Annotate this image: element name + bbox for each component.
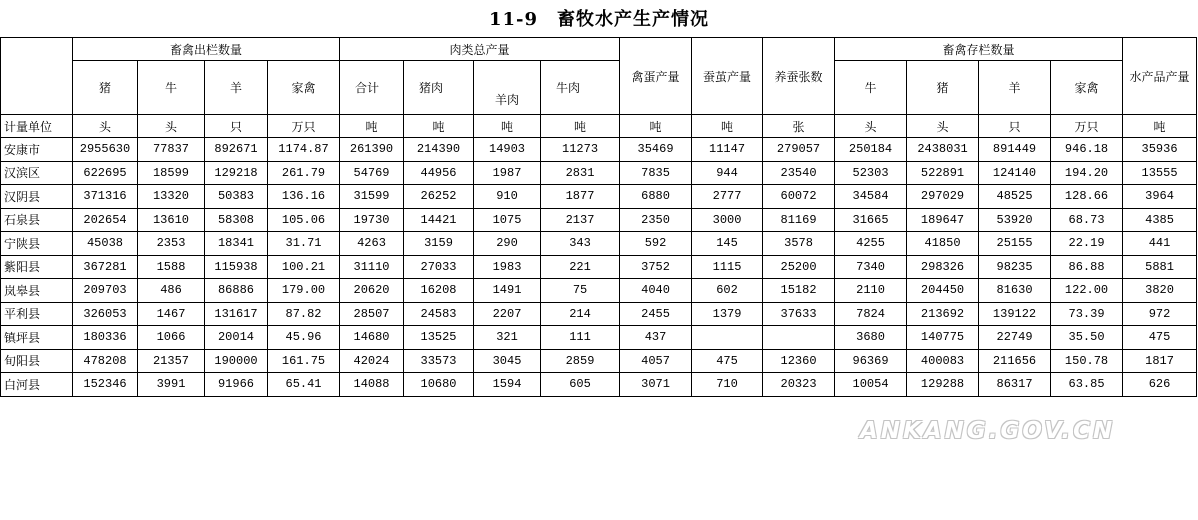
- unit-cell: 吨: [340, 115, 404, 138]
- data-cell: 50383: [205, 185, 268, 209]
- unit-cell: 只: [979, 115, 1051, 138]
- data-cell: 4255: [835, 232, 907, 256]
- table-row: [1, 208, 1197, 232]
- data-cell: 261.79: [268, 161, 340, 185]
- data-cell: 2777: [692, 185, 763, 209]
- unit-cell: 吨: [474, 115, 541, 138]
- unit-cell: 吨: [1123, 115, 1197, 138]
- data-cell: 25155: [979, 232, 1051, 256]
- data-cell: 298326: [907, 255, 979, 279]
- data-cell: 2350: [620, 208, 692, 232]
- table-row: [1, 232, 1197, 256]
- subheader-meat-total: 合计: [340, 61, 404, 115]
- subheader-pig: 猪: [73, 61, 138, 115]
- header-silkworm: 养蚕张数: [763, 38, 835, 115]
- unit-cell: 头: [138, 115, 205, 138]
- unit-cell: 头: [907, 115, 979, 138]
- data-cell: 1594: [474, 373, 541, 397]
- data-cell: 3964: [1123, 185, 1197, 209]
- data-cell: 18599: [138, 161, 205, 185]
- data-cell: 892671: [205, 138, 268, 162]
- group-header-outflow: 畜禽出栏数量: [73, 38, 340, 61]
- data-cell: 63.85: [1051, 373, 1123, 397]
- data-cell: 3752: [620, 255, 692, 279]
- data-cell: 1987: [474, 161, 541, 185]
- data-cell: [763, 326, 835, 350]
- data-cell: 98235: [979, 255, 1051, 279]
- data-cell: 4040: [620, 279, 692, 303]
- data-cell: 290: [474, 232, 541, 256]
- data-cell: 486: [138, 279, 205, 303]
- data-cell: 3000: [692, 208, 763, 232]
- data-cell: 1467: [138, 302, 205, 326]
- data-cell: 2831: [541, 161, 620, 185]
- data-cell: 44956: [404, 161, 474, 185]
- data-cell: 45038: [73, 232, 138, 256]
- data-cell: 321: [474, 326, 541, 350]
- subheader-cattle: 牛: [138, 61, 205, 115]
- table-row: [1, 326, 1197, 350]
- data-cell: 522891: [907, 161, 979, 185]
- data-cell: 1075: [474, 208, 541, 232]
- header-aquatic: 水产品产量: [1123, 38, 1197, 115]
- data-cell: 261390: [340, 138, 404, 162]
- data-cell: 1115: [692, 255, 763, 279]
- data-cell: 52303: [835, 161, 907, 185]
- region-name: 汉阴县: [1, 185, 73, 209]
- data-cell: 7824: [835, 302, 907, 326]
- data-cell: 24583: [404, 302, 474, 326]
- data-cell: 41850: [907, 232, 979, 256]
- data-cell: 211656: [979, 349, 1051, 373]
- data-cell: 73.39: [1051, 302, 1123, 326]
- unit-row-label: 计量单位: [1, 115, 73, 138]
- data-cell: 626: [1123, 373, 1197, 397]
- region-name: 岚皋县: [1, 279, 73, 303]
- data-cell: 1588: [138, 255, 205, 279]
- data-cell: 11273: [541, 138, 620, 162]
- data-cell: 605: [541, 373, 620, 397]
- data-cell: 15182: [763, 279, 835, 303]
- region-name: 安康市: [1, 138, 73, 162]
- data-cell: 136.16: [268, 185, 340, 209]
- data-cell: 124140: [979, 161, 1051, 185]
- data-cell: 53920: [979, 208, 1051, 232]
- data-cell: 42024: [340, 349, 404, 373]
- table-row: [1, 373, 1197, 397]
- subheader-poultry: 家禽: [268, 61, 340, 115]
- data-cell: 475: [692, 349, 763, 373]
- data-cell: 2110: [835, 279, 907, 303]
- data-cell: 622695: [73, 161, 138, 185]
- data-cell: 18341: [205, 232, 268, 256]
- data-cell: 944: [692, 161, 763, 185]
- data-cell: 23540: [763, 161, 835, 185]
- unit-cell: 万只: [1051, 115, 1123, 138]
- subheader-stock-pig: 猪: [907, 61, 979, 115]
- data-cell: 140775: [907, 326, 979, 350]
- table-title: 11-9 畜牧水产生产情况: [488, 9, 710, 30]
- data-cell: 297029: [907, 185, 979, 209]
- data-cell: 2455: [620, 302, 692, 326]
- data-cell: 54769: [340, 161, 404, 185]
- data-cell: 437: [620, 326, 692, 350]
- data-cell: 400083: [907, 349, 979, 373]
- data-cell: 14680: [340, 326, 404, 350]
- data-cell: 22749: [979, 326, 1051, 350]
- data-cell: 60072: [763, 185, 835, 209]
- data-cell: 21357: [138, 349, 205, 373]
- data-cell: 28507: [340, 302, 404, 326]
- data-cell: 81630: [979, 279, 1051, 303]
- data-cell: 129218: [205, 161, 268, 185]
- corner-cell: [1, 38, 73, 115]
- subheader-pork: 猪肉: [404, 61, 474, 115]
- group-header-stock: 畜禽存栏数量: [835, 38, 1123, 61]
- data-cell: 190000: [205, 349, 268, 373]
- data-cell: 2438031: [907, 138, 979, 162]
- region-name: 宁陕县: [1, 232, 73, 256]
- data-cell: 45.96: [268, 326, 340, 350]
- subheader-sheep: 羊: [205, 61, 268, 115]
- data-cell: 1174.87: [268, 138, 340, 162]
- data-cell: 13320: [138, 185, 205, 209]
- subheader-mutton: 羊肉: [474, 61, 541, 115]
- data-cell: 91966: [205, 373, 268, 397]
- data-cell: 48525: [979, 185, 1051, 209]
- data-cell: 14903: [474, 138, 541, 162]
- data-cell: 4385: [1123, 208, 1197, 232]
- data-cell: 2207: [474, 302, 541, 326]
- data-cell: 189647: [907, 208, 979, 232]
- data-cell: 37633: [763, 302, 835, 326]
- group-header-meat: 肉类总产量: [340, 38, 620, 61]
- data-cell: 33573: [404, 349, 474, 373]
- header-row-1: [1, 38, 1197, 61]
- data-cell: 2859: [541, 349, 620, 373]
- data-cell: 1877: [541, 185, 620, 209]
- data-cell: 34584: [835, 185, 907, 209]
- table-row: [1, 279, 1197, 303]
- data-cell: 214390: [404, 138, 474, 162]
- data-cell: 2137: [541, 208, 620, 232]
- data-cell: 22.19: [1051, 232, 1123, 256]
- data-cell: 7340: [835, 255, 907, 279]
- data-cell: [692, 326, 763, 350]
- data-cell: 13555: [1123, 161, 1197, 185]
- data-cell: 972: [1123, 302, 1197, 326]
- data-cell: 214: [541, 302, 620, 326]
- data-cell: 371316: [73, 185, 138, 209]
- region-name: 汉滨区: [1, 161, 73, 185]
- data-cell: 20620: [340, 279, 404, 303]
- data-cell: 6880: [620, 185, 692, 209]
- data-cell: 131617: [205, 302, 268, 326]
- unit-cell: 吨: [692, 115, 763, 138]
- data-cell: 35469: [620, 138, 692, 162]
- header-row-2: [1, 61, 1197, 115]
- region-name: 旬阳县: [1, 349, 73, 373]
- data-cell: 5881: [1123, 255, 1197, 279]
- data-cell: 26252: [404, 185, 474, 209]
- data-cell: 11147: [692, 138, 763, 162]
- data-cell: 20323: [763, 373, 835, 397]
- data-cell: 209703: [73, 279, 138, 303]
- unit-cell: 头: [73, 115, 138, 138]
- data-cell: 343: [541, 232, 620, 256]
- data-cell: 35.50: [1051, 326, 1123, 350]
- data-cell: 279057: [763, 138, 835, 162]
- data-cell: 3991: [138, 373, 205, 397]
- data-cell: 4057: [620, 349, 692, 373]
- data-cell: 27033: [404, 255, 474, 279]
- subheader-stock-cattle: 牛: [835, 61, 907, 115]
- data-cell: 3680: [835, 326, 907, 350]
- data-cell: 1066: [138, 326, 205, 350]
- data-cell: 77837: [138, 138, 205, 162]
- data-cell: 179.00: [268, 279, 340, 303]
- data-cell: 31110: [340, 255, 404, 279]
- data-cell: 13525: [404, 326, 474, 350]
- unit-cell: 吨: [404, 115, 474, 138]
- data-cell: 145: [692, 232, 763, 256]
- data-cell: 161.75: [268, 349, 340, 373]
- data-cell: 19730: [340, 208, 404, 232]
- data-cell: 221: [541, 255, 620, 279]
- data-cell: 250184: [835, 138, 907, 162]
- region-name: 镇坪县: [1, 326, 73, 350]
- data-cell: 194.20: [1051, 161, 1123, 185]
- data-cell: 3159: [404, 232, 474, 256]
- data-cell: 326053: [73, 302, 138, 326]
- data-cell: 478208: [73, 349, 138, 373]
- data-cell: 150.78: [1051, 349, 1123, 373]
- data-cell: 14088: [340, 373, 404, 397]
- data-cell: 111: [541, 326, 620, 350]
- data-cell: 86886: [205, 279, 268, 303]
- data-cell: 35936: [1123, 138, 1197, 162]
- region-name: 白河县: [1, 373, 73, 397]
- data-cell: 86.88: [1051, 255, 1123, 279]
- data-cell: 128.66: [1051, 185, 1123, 209]
- table-row: [1, 255, 1197, 279]
- data-cell: 68.73: [1051, 208, 1123, 232]
- unit-cell: 头: [835, 115, 907, 138]
- livestock-aquatic-table: [0, 37, 1197, 397]
- data-cell: 367281: [73, 255, 138, 279]
- site-watermark: ANKANG.GOV.CN: [860, 418, 1116, 444]
- data-cell: 20014: [205, 326, 268, 350]
- data-cell: 25200: [763, 255, 835, 279]
- data-cell: 180336: [73, 326, 138, 350]
- data-cell: 1491: [474, 279, 541, 303]
- table-row: [1, 185, 1197, 209]
- data-cell: 12360: [763, 349, 835, 373]
- data-cell: 3045: [474, 349, 541, 373]
- unit-cell: 张: [763, 115, 835, 138]
- data-cell: 891449: [979, 138, 1051, 162]
- data-cell: 10054: [835, 373, 907, 397]
- header-cocoon: 蚕茧产量: [692, 38, 763, 115]
- data-cell: 65.41: [268, 373, 340, 397]
- data-cell: 710: [692, 373, 763, 397]
- data-cell: 115938: [205, 255, 268, 279]
- data-cell: 910: [474, 185, 541, 209]
- data-cell: 592: [620, 232, 692, 256]
- header-egg: 禽蛋产量: [620, 38, 692, 115]
- data-cell: 87.82: [268, 302, 340, 326]
- data-cell: 31665: [835, 208, 907, 232]
- data-cell: 75: [541, 279, 620, 303]
- data-cell: 152346: [73, 373, 138, 397]
- data-cell: 139122: [979, 302, 1051, 326]
- data-cell: 31599: [340, 185, 404, 209]
- data-cell: 58308: [205, 208, 268, 232]
- data-cell: 13610: [138, 208, 205, 232]
- data-cell: 122.00: [1051, 279, 1123, 303]
- subheader-stock-sheep: 羊: [979, 61, 1051, 115]
- region-name: 石泉县: [1, 208, 73, 232]
- data-cell: 81169: [763, 208, 835, 232]
- table-row: [1, 349, 1197, 373]
- data-cell: 100.21: [268, 255, 340, 279]
- table-row: [1, 161, 1197, 185]
- subheader-beef: 牛肉: [541, 61, 620, 115]
- unit-cell: 吨: [541, 115, 620, 138]
- unit-row: [1, 115, 1197, 138]
- data-cell: 129288: [907, 373, 979, 397]
- data-cell: 2955630: [73, 138, 138, 162]
- data-cell: 441: [1123, 232, 1197, 256]
- data-cell: 31.71: [268, 232, 340, 256]
- region-name: 紫阳县: [1, 255, 73, 279]
- data-cell: 946.18: [1051, 138, 1123, 162]
- data-cell: 3578: [763, 232, 835, 256]
- unit-cell: 万只: [268, 115, 340, 138]
- data-cell: 4263: [340, 232, 404, 256]
- subheader-stock-poultry: 家禽: [1051, 61, 1123, 115]
- data-cell: 14421: [404, 208, 474, 232]
- data-cell: 86317: [979, 373, 1051, 397]
- table-row: [1, 138, 1197, 162]
- data-cell: 213692: [907, 302, 979, 326]
- data-cell: 3820: [1123, 279, 1197, 303]
- unit-cell: 只: [205, 115, 268, 138]
- data-cell: 475: [1123, 326, 1197, 350]
- data-cell: 1379: [692, 302, 763, 326]
- data-cell: 10680: [404, 373, 474, 397]
- data-cell: 202654: [73, 208, 138, 232]
- data-cell: 3071: [620, 373, 692, 397]
- table-row: [1, 302, 1197, 326]
- data-cell: 1983: [474, 255, 541, 279]
- data-cell: 96369: [835, 349, 907, 373]
- data-cell: 7835: [620, 161, 692, 185]
- data-cell: 105.06: [268, 208, 340, 232]
- unit-cell: 吨: [620, 115, 692, 138]
- data-cell: 16208: [404, 279, 474, 303]
- data-cell: 1817: [1123, 349, 1197, 373]
- data-cell: 2353: [138, 232, 205, 256]
- data-cell: 204450: [907, 279, 979, 303]
- region-name: 平利县: [1, 302, 73, 326]
- data-cell: 602: [692, 279, 763, 303]
